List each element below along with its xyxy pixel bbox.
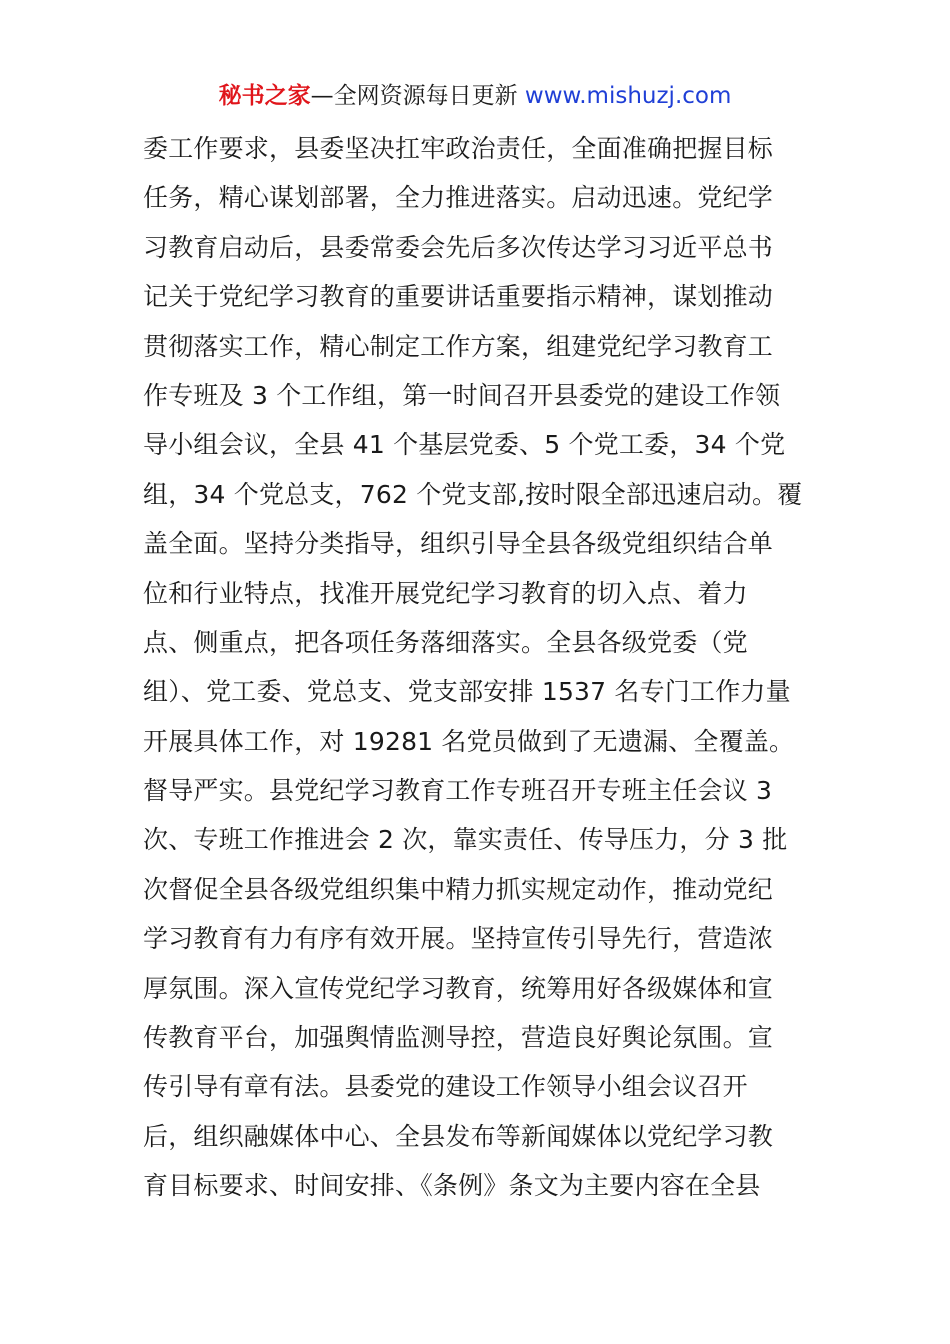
text-line: 督导严实。县党纪学习教育工作专班召开专班主任会议 3 <box>143 776 773 806</box>
text-line: 传教育平台，加强舆情监测导控，营造良好舆论氛围。宣 <box>143 1023 774 1053</box>
text-line: 作专班及 3 个工作组，第一时间召开县委党的建设工作领 <box>143 380 781 410</box>
document-body <box>143 124 808 1211</box>
site-tagline: —全网资源每日更新 <box>310 83 518 109</box>
text-line: 开展具体工作，对 19281 名党员做到了无遗漏、全覆盖。 <box>143 726 795 756</box>
text-line: 任务，精心谋划部署，全力推进落实。启动迅速。党纪学 <box>143 183 774 213</box>
text-line: 导小组会议，全县 41 个基层党委、5 个党工委，34 个党 <box>143 430 786 460</box>
site-brand: 秘书之家 <box>218 83 311 109</box>
text-line: 学习教育有力有序有效开展。坚持宣传引导先行，营造浓 <box>143 924 774 954</box>
site-url-link[interactable]: www.mishuzj.com <box>524 83 732 109</box>
text-line: 贯彻落实工作，精心制定工作方案，组建党纪学习教育工 <box>143 331 774 361</box>
text-line: 位和行业特点，找准开展党纪学习教育的切入点、着力 <box>143 578 748 608</box>
text-line: 传引导有章有法。县委党的建设工作领导小组会议召开 <box>143 1072 748 1102</box>
text-line: 次、专班工作推进会 2 次，靠实责任、传导压力，分 3 批 <box>143 825 788 855</box>
text-line: 次督促全县各级党组织集中精力抓实规定动作，推动党纪 <box>143 874 774 904</box>
text-line: 盖全面。坚持分类指导，组织引导全县各级党组织结合单 <box>143 529 774 559</box>
text-line: 点、侧重点，把各项任务落细落实。全县各级党委（党 <box>143 627 748 657</box>
text-line: 记关于党纪学习教育的重要讲话重要指示精神，谋划推动 <box>143 282 774 312</box>
text-line: 组，34 个党总支，762 个党支部,按时限全部迅速启动。覆 <box>143 479 803 509</box>
text-line: 厚氛围。深入宣传党纪学习教育，统筹用好各级媒体和宣 <box>143 973 774 1003</box>
text-line: 委工作要求，县委坚决扛牢政治责任，全面准确把握目标 <box>143 134 774 163</box>
page-header <box>0 78 950 114</box>
text-line: 后，组织融媒体中心、全县发布等新闻媒体以党纪学习教 <box>143 1121 774 1151</box>
text-line: 习教育启动后，县委常委会先后多次传达学习习近平总书 <box>143 232 774 262</box>
text-line: 组）、党工委、党总支、党支部安排 1537 名专门工作力量 <box>143 677 791 707</box>
text-line: 育目标要求、时间安排、《条例》条文为主要内容在全县 <box>143 1171 761 1201</box>
